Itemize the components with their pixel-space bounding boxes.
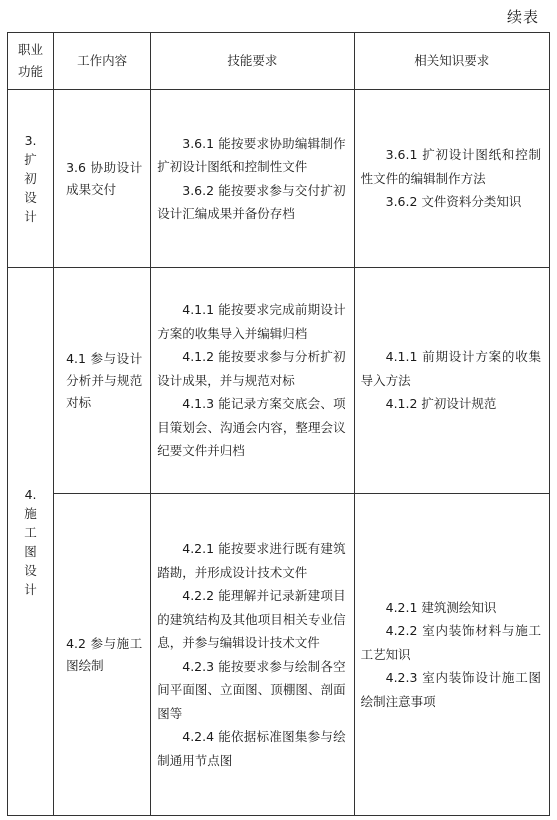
knowledge-item: 4.1.1 前期设计方案的收集导入方法	[360, 349, 541, 388]
skill-item: 4.2.2 能理解并记录新建项目的建筑结构及其他项目相关专业信息，并参与编辑设计技术文件	[157, 588, 346, 650]
skill-cell	[151, 268, 354, 494]
knowledge-item: 4.1.2 扩初设计规范	[385, 396, 497, 412]
skills-table	[7, 32, 550, 816]
skill-item: 4.1.3 能记录方案交底会、项目策划会、沟通会内容，整理会议纪要文件并归档	[157, 396, 346, 459]
knowledge-item: 3.6.2 文件资料分类知识	[385, 194, 522, 210]
function-cell	[8, 268, 54, 816]
knowledge-item: 4.2.3 室内装饰设计施工图绘制注意事项	[360, 670, 541, 709]
header-work: 工作内容	[54, 33, 151, 90]
knowledge-cell	[354, 268, 549, 494]
skill-item: 3.6.2 能按要求参与交付扩初设计汇编成果并备份存档	[157, 182, 346, 221]
table-header-row	[8, 33, 550, 90]
table-row	[8, 268, 550, 494]
header-skill: 技能要求	[151, 33, 354, 90]
skill-item: 3.6.1 能按要求协助编辑制作扩初设计图纸和控制性文件	[157, 135, 346, 174]
knowledge-item: 3.6.1 扩初设计图纸和控制性文件的编辑制作方法	[360, 147, 541, 186]
skill-item: 4.2.1 能按要求进行既有建筑踏勘，并形成设计技术文件	[157, 541, 346, 580]
table-row	[8, 494, 550, 816]
skill-cell	[151, 90, 354, 268]
table-row	[8, 90, 550, 268]
work-cell: 4.1 参与设计分析并与规范对标	[54, 268, 151, 494]
skill-item: 4.1.1 能按要求完成前期设计方案的收集导入并编辑归档	[157, 302, 346, 341]
work-cell: 3.6 协助设计成果交付	[54, 90, 151, 268]
knowledge-item: 4.2.1 建筑测绘知识	[385, 599, 497, 615]
function-label: 4. 施 工 图 设 计	[24, 486, 37, 597]
header-function: 职业 功能	[8, 33, 54, 90]
skill-item: 4.2.3 能按要求参与绘制各空间平面图、立面图、顶棚图、剖面图等	[157, 658, 346, 721]
knowledge-cell	[354, 494, 549, 816]
knowledge-cell	[354, 90, 549, 268]
skill-cell	[151, 494, 354, 816]
function-cell	[8, 90, 54, 268]
skill-item: 4.2.4 能依据标准图集参与绘制通用节点图	[157, 729, 346, 768]
skill-item: 4.1.2 能按要求参与分析扩初设计成果，并与规范对标	[157, 349, 346, 388]
work-cell: 4.2 参与施工图绘制	[54, 494, 151, 816]
function-label: 3. 扩 初 设 计	[24, 133, 37, 224]
continued-label: 续表	[506, 8, 539, 26]
knowledge-item: 4.2.2 室内装饰材料与施工工艺知识	[360, 623, 541, 662]
header-knowledge: 相关知识要求	[354, 33, 549, 90]
